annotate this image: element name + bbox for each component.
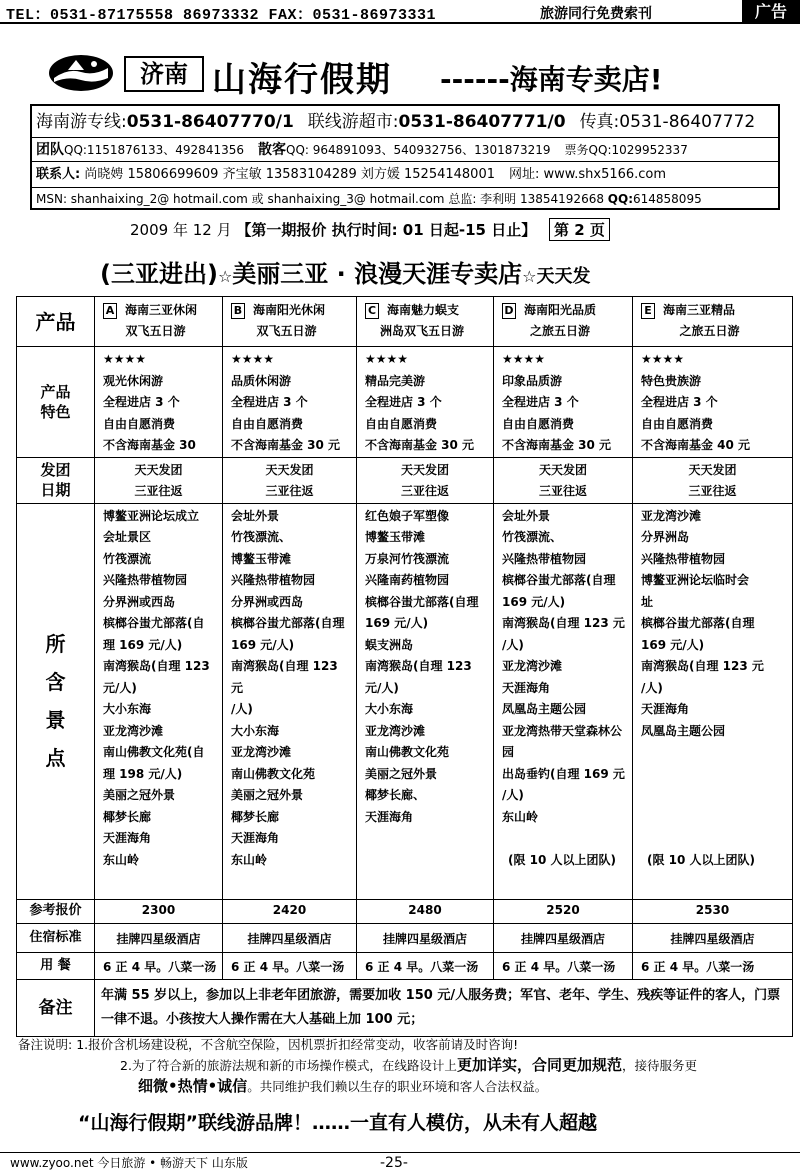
spots-label-4: 点 [45, 746, 66, 770]
single-qq: QQ: 964891093、540932756、1301873219 [286, 143, 551, 157]
hotel-label: 住宿标准 [17, 923, 95, 952]
product-cell [494, 297, 633, 347]
spot-item: 红色娘子军塑像 [365, 508, 450, 523]
spots-row [17, 503, 793, 899]
spot-item: 美丽之冠外景 [103, 788, 176, 802]
product-cell [357, 297, 494, 347]
hotline-label: 海南游专线: [36, 112, 127, 132]
spot-item: 东山岭 [502, 809, 539, 824]
spot-item: 分界洲或西岛 [103, 594, 176, 609]
product-tag: C [365, 303, 379, 319]
remark-item-3b: 。共同维护我们赖以生存的职业环境和客人合法权益。 [247, 1079, 548, 1094]
spots-cell [357, 503, 494, 899]
meals-info: 6 正 4 早。八菜一汤 [494, 952, 633, 979]
spot-item: 槟榔谷蚩尤部落(自 [103, 616, 205, 630]
spot-item: 亚龙湾沙滩 [231, 745, 292, 759]
feature-line: 观光休闲游 [103, 373, 164, 388]
product-name-sub: 洲岛双飞五日游 [379, 324, 464, 338]
brand-title-row [44, 50, 784, 100]
depart-cell [357, 457, 494, 503]
depart-row [17, 457, 793, 503]
top-bar [0, 0, 800, 24]
depart-cell [494, 457, 633, 503]
spot-item: 园 [502, 745, 515, 759]
spot-item: 南山佛教文化苑(自 [103, 745, 205, 759]
spot-item: 亚龙湾沙滩 [502, 659, 563, 673]
note-label: 备注 [17, 979, 95, 1036]
feature-label [17, 347, 95, 458]
product-name-row [17, 297, 793, 347]
spot-item: 美丽之冠外景 [231, 788, 304, 802]
hotel-standard: 挂牌四星级酒店 [357, 923, 494, 952]
spot-item: 天涯海角 [365, 809, 414, 824]
product-name-sub: 之旅五日游 [679, 324, 740, 338]
ticket-label: 票务 [564, 143, 589, 157]
spot-item: /人) [502, 788, 524, 802]
spot-item: 南湾猴岛(自理 123 元 [641, 659, 764, 673]
remarks-label: 备注说明: [18, 1037, 73, 1052]
contact-row-msn [32, 188, 778, 210]
contact-row-phones [32, 106, 778, 138]
group-size-note: (限 10 人以上团队) [508, 852, 617, 867]
remark-item-1: 1.报价含机场建设税，不含航空保险，因机票折扣经常变动，收客前请及时咨询! [76, 1037, 519, 1052]
supermarket-label: 联线游超市: [307, 112, 399, 132]
feature-line: 精品完美游 [365, 373, 426, 388]
spot-item: 博鳌玉带滩 [365, 530, 426, 544]
spots-label-1: 所 [45, 632, 66, 656]
remark-line-3 [18, 1076, 788, 1097]
feature-cell [357, 347, 494, 458]
spot-item: 大小东海 [103, 702, 152, 716]
spot-item: 169 元/人) [365, 616, 429, 630]
spot-item: 会址外景 [502, 508, 551, 523]
spot-item: 天涯海角 [641, 702, 690, 716]
spot-item: 元/人) [103, 680, 137, 695]
footer-page-number: -25- [380, 1155, 408, 1171]
product-name: 海南魅力蜈支 [387, 303, 460, 317]
meals-row [17, 952, 793, 979]
spot-item: 兴隆热带植物园 [641, 551, 726, 566]
spot-item: 会址景区 [103, 530, 152, 544]
spot-item: 槟榔谷蚩尤部落(自理 [365, 594, 479, 609]
spot-item: 分界洲岛 [641, 530, 690, 544]
feature-cell [223, 347, 357, 458]
remark-line-1 [18, 1034, 788, 1055]
spot-item: 天涯海角 [231, 831, 280, 845]
product-cell [95, 297, 223, 347]
feature-line: 不含海南基金 30 元 [231, 438, 341, 452]
headline-main: (三亚进出) [100, 260, 218, 288]
single-label: 散客 [258, 142, 286, 158]
meals-info: 6 正 4 早。八菜一汤 [95, 952, 223, 979]
spot-item: 南湾猴岛(自理 123 元 [502, 616, 625, 630]
person-3: 刘方媛 15254148001 [360, 167, 495, 182]
director-contact: 总监: 李利明 13854192668 [448, 192, 604, 206]
rating-stars: ★★★★ [641, 352, 685, 366]
footer-site: www.zyoo.net 今日旅游 • 畅游天下 山东版 [10, 1156, 248, 1170]
spot-item: 亚龙湾沙滩 [365, 723, 426, 738]
feature-label-1: 产品 [40, 382, 71, 401]
product-name-sub: 双飞五日游 [256, 324, 317, 338]
feature-label-2: 特色 [40, 402, 71, 421]
spot-item: /人) [641, 680, 663, 695]
spot-item: 博鳌亚洲论坛临时会 [641, 573, 750, 587]
spot-item: 兴隆热带植物园 [231, 573, 316, 587]
spot-item: /人) [502, 637, 524, 652]
feature-line: 全程进店 3 个 [641, 395, 718, 409]
spot-item: 天涯海角 [103, 831, 152, 845]
spot-item: 槟榔谷蚩尤部落(自理 [641, 616, 755, 630]
rating-stars: ★★★★ [231, 352, 275, 366]
hotel-standard: 挂牌四星级酒店 [223, 923, 357, 952]
feature-line: 全程进店 3 个 [502, 395, 579, 409]
ad-badge: 广告 [742, 0, 800, 24]
spot-item: 兴隆南药植物园 [365, 573, 450, 587]
star-icon: ☆ [522, 267, 537, 286]
brand-slogan: “山海行假期”联线游品牌！……一直有人模仿，从未有人超越 [78, 1112, 597, 1134]
spot-item: 凤凰岛主题公园 [641, 723, 726, 738]
spots-label [17, 503, 95, 899]
price-label: 参考报价 [17, 899, 95, 923]
page-badge: 第 2 页 [549, 218, 610, 241]
feature-line: 不含海南基金 30 元 [502, 438, 612, 452]
spots-cell [95, 503, 223, 899]
web-link[interactable]: www.shx5166.com [543, 167, 667, 182]
spot-item: 万泉河竹筏漂流 [365, 551, 450, 566]
depart-frequency: 天天发团 [688, 462, 737, 477]
feature-line: 全程进店 3 个 [103, 395, 180, 409]
spot-item: 理 169 元/人) [103, 637, 183, 652]
remark-item-3a: 细微•热情•诚信 [138, 1077, 248, 1095]
rating-stars: ★★★★ [103, 352, 147, 366]
depart-route: 三亚往返 [134, 484, 183, 498]
headline-tail: 天天发 [536, 266, 591, 287]
meals-info: 6 正 4 早。八菜一汤 [223, 952, 357, 979]
depart-route: 三亚往返 [265, 484, 314, 498]
ticket-qq: QQ:1029952337 [588, 143, 688, 157]
spot-item: 竹筏漂流 [103, 551, 152, 566]
depart-label-1: 发团 [40, 461, 71, 479]
remark-item-2b: 更加详实，合同更加规范 [456, 1056, 622, 1074]
feature-line: 自由自愿消费 [502, 416, 575, 431]
feature-line: 不含海南基金 30 [103, 438, 196, 452]
hotel-standard: 挂牌四星级酒店 [633, 923, 793, 952]
spot-item: 元/人) [365, 680, 399, 695]
product-name: 海南阳光品质 [524, 303, 597, 317]
spot-item: /人) [231, 702, 253, 716]
feature-cell [633, 347, 793, 458]
product-name: 海南三亚精品 [663, 303, 736, 317]
feature-line: 全程进店 3 个 [231, 395, 308, 409]
spot-item: 椰梦长廊 [231, 809, 280, 824]
person-2: 齐宝敏 13583104289 [222, 167, 357, 182]
depart-route: 三亚往返 [688, 484, 737, 498]
spot-item: 169 元/人) [231, 637, 295, 652]
star-icon: ☆ [217, 267, 233, 286]
headline [100, 254, 590, 289]
product-name: 海南阳光休闲 [253, 303, 326, 317]
spot-item: 东山岭 [103, 852, 140, 867]
spot-item: 亚龙湾沙滩 [103, 723, 164, 738]
depart-frequency: 天天发团 [538, 462, 587, 477]
rating-stars: ★★★★ [502, 352, 546, 366]
product-name-sub: 双飞五日游 [125, 324, 186, 338]
remarks-block [18, 1034, 788, 1097]
spot-item: 博鳌亚洲论坛成立 [103, 508, 200, 523]
note-row [17, 979, 793, 1036]
hotline-number: 0531-86407770/1 [126, 112, 294, 132]
person-1: 尚晓娉 15806699609 [84, 167, 219, 182]
hotel-standard: 挂牌四星级酒店 [95, 923, 223, 952]
contact-row-qq [32, 138, 778, 162]
period-line [130, 218, 610, 241]
spot-item: 槟榔谷蚩尤部落(自理 [502, 573, 616, 587]
group-label: 团队 [36, 142, 64, 158]
depart-route: 三亚往返 [538, 484, 587, 498]
product-cell [223, 297, 357, 347]
spot-item: 南山佛教文化苑 [231, 766, 316, 781]
spots-cell [223, 503, 357, 899]
feature-line: 品质休闲游 [231, 373, 292, 388]
price-value: 2520 [494, 899, 633, 923]
product-tag: D [502, 303, 516, 319]
fax-number: 0531-86407772 [619, 112, 756, 132]
feature-line: 自由自愿消费 [641, 416, 714, 431]
price-value: 2480 [357, 899, 494, 923]
spot-item: 理 198 元/人) [103, 766, 183, 781]
feature-row [17, 347, 793, 458]
note-text: 年满 55 岁以上，参加以上非老年团旅游，需要加收 150 元/人服务费；军官、老年、学生、残疾等证件的客人，门票一律不退。小孩按大人操作需在大人基础上加 100 元； [95, 979, 793, 1036]
spot-item: 会址外景 [231, 508, 280, 523]
spot-item: 兴隆热带植物园 [502, 551, 587, 566]
supermarket-number: 0531-86407771/0 [398, 112, 566, 132]
hotel-standard: 挂牌四星级酒店 [494, 923, 633, 952]
feature-line: 不含海南基金 40 元 [641, 438, 751, 452]
spot-item: 博鳌玉带滩 [231, 551, 292, 566]
spot-item: 美丽之冠外景 [365, 766, 438, 781]
msn-address: MSN: shanhaixing_2@ hotmail.com 或 shanhaixing_3@ hotmail.com [36, 192, 445, 206]
depart-label-2: 日期 [40, 481, 71, 499]
depart-route: 三亚往返 [400, 484, 449, 498]
feature-cell [494, 347, 633, 458]
feature-cell [95, 347, 223, 458]
price-value: 2420 [223, 899, 357, 923]
brand-tagline: ------海南专卖店! [440, 63, 663, 96]
spot-item: 址 [641, 594, 654, 609]
product-tag: B [231, 303, 245, 319]
spot-item: 大小东海 [231, 723, 280, 738]
spot-item: 椰梦长廊 [103, 809, 152, 824]
product-tag: E [641, 303, 655, 319]
brand-logo-icon [48, 54, 114, 92]
product-tag: A [103, 303, 117, 319]
spot-item: 兴隆热带植物园 [103, 573, 188, 587]
depart-frequency: 天天发团 [265, 462, 314, 477]
feature-line: 特色贵族游 [641, 373, 702, 388]
spot-item: 亚龙湾沙滩 [641, 508, 702, 523]
brand-city-box: 济南 [124, 56, 204, 92]
spots-label-3: 景 [45, 708, 66, 732]
period-info: 【第一期报价 执行时间: 01 日起-15 日止】 [236, 221, 537, 239]
spot-item: 东山岭 [231, 852, 268, 867]
spot-item: 169 元/人) [502, 594, 566, 609]
price-value: 2530 [633, 899, 793, 923]
spot-item: 南山佛教文化苑 [365, 745, 450, 759]
spot-item: 竹筏漂流、 [231, 530, 292, 544]
spot-item: 亚龙湾热带天堂森林公 [502, 723, 623, 738]
spot-item: 竹筏漂流、 [502, 530, 563, 544]
header-contact-line: TEL：0531-87175558 86973332 FAX：0531-86973331 [6, 7, 437, 24]
spot-item: 大小东海 [365, 702, 414, 716]
rating-stars: ★★★★ [365, 352, 409, 366]
meals-label: 用 餐 [17, 952, 95, 979]
feature-line: 自由自愿消费 [231, 416, 304, 431]
spots-cell [494, 503, 633, 899]
price-row [17, 899, 793, 923]
spot-item: 天涯海角 [502, 680, 551, 695]
feature-line: 自由自愿消费 [365, 416, 438, 431]
product-cell [633, 297, 793, 347]
spots-cell [633, 503, 793, 899]
depart-cell [633, 457, 793, 503]
spot-item: 槟榔谷蚩尤部落(自理 [231, 616, 345, 630]
product-label: 产品 [17, 297, 95, 347]
headline-title: 美丽三亚 · 浪漫天涯专卖店 [232, 260, 523, 288]
depart-frequency: 天天发团 [400, 462, 449, 477]
spot-item: 凤凰岛主题公园 [502, 702, 587, 716]
feature-line: 不含海南基金 30 元 [365, 438, 475, 452]
remark-item-2c: ，接待服务更 [621, 1058, 697, 1073]
hotel-row [17, 923, 793, 952]
fax-label: 传真: [579, 112, 620, 132]
feature-line: 自由自愿消费 [103, 416, 176, 431]
group-size-note: (限 10 人以上团队) [647, 852, 756, 867]
depart-cell [95, 457, 223, 503]
product-name-sub: 之旅五日游 [529, 324, 590, 338]
director-qq: 614858095 [633, 192, 702, 206]
group-qq: QQ:1151876133、492841356 [64, 143, 244, 157]
spot-item: 南湾猴岛(自理 123 [365, 659, 472, 673]
price-value: 2300 [95, 899, 223, 923]
depart-cell [223, 457, 357, 503]
feature-line: 全程进店 3 个 [365, 395, 442, 409]
page-footer [0, 1152, 800, 1172]
spot-item: 南湾猴岛(自理 123 元 [231, 659, 338, 695]
contact-row-people [32, 162, 778, 188]
brand-name: 山海行假期 [212, 60, 392, 100]
product-table [16, 296, 793, 1037]
meals-info: 6 正 4 早。八菜一汤 [633, 952, 793, 979]
spot-item: 蜈支洲岛 [365, 637, 414, 652]
contact-box [30, 104, 780, 210]
spot-item: 分界洲或西岛 [231, 594, 304, 609]
remark-line-2 [18, 1055, 788, 1076]
product-name: 海南三亚休闲 [125, 303, 198, 317]
header-index-label: 旅游同行免费索刊 [540, 6, 652, 22]
meals-info: 6 正 4 早。八菜一汤 [357, 952, 494, 979]
spot-item: 南湾猴岛(自理 123 [103, 659, 210, 673]
spot-item: 椰梦长廊、 [365, 788, 426, 802]
period-month: 2009 年 12 月 [130, 221, 232, 239]
depart-frequency: 天天发团 [134, 462, 183, 477]
feature-line: 印象品质游 [502, 373, 563, 388]
spot-item: 出岛垂钓(自理 169 元 [502, 766, 625, 781]
spot-item: 169 元/人) [641, 637, 705, 652]
depart-label [17, 457, 95, 503]
remark-item-2a: 2.为了符合新的旅游法规和新的市场操作模式，在线路设计上 [120, 1058, 457, 1073]
people-label: 联系人: [36, 167, 81, 182]
director-qq-label: QQ: [607, 192, 633, 206]
spots-label-2: 含 [45, 670, 66, 694]
web-label: 网址: [509, 167, 540, 182]
